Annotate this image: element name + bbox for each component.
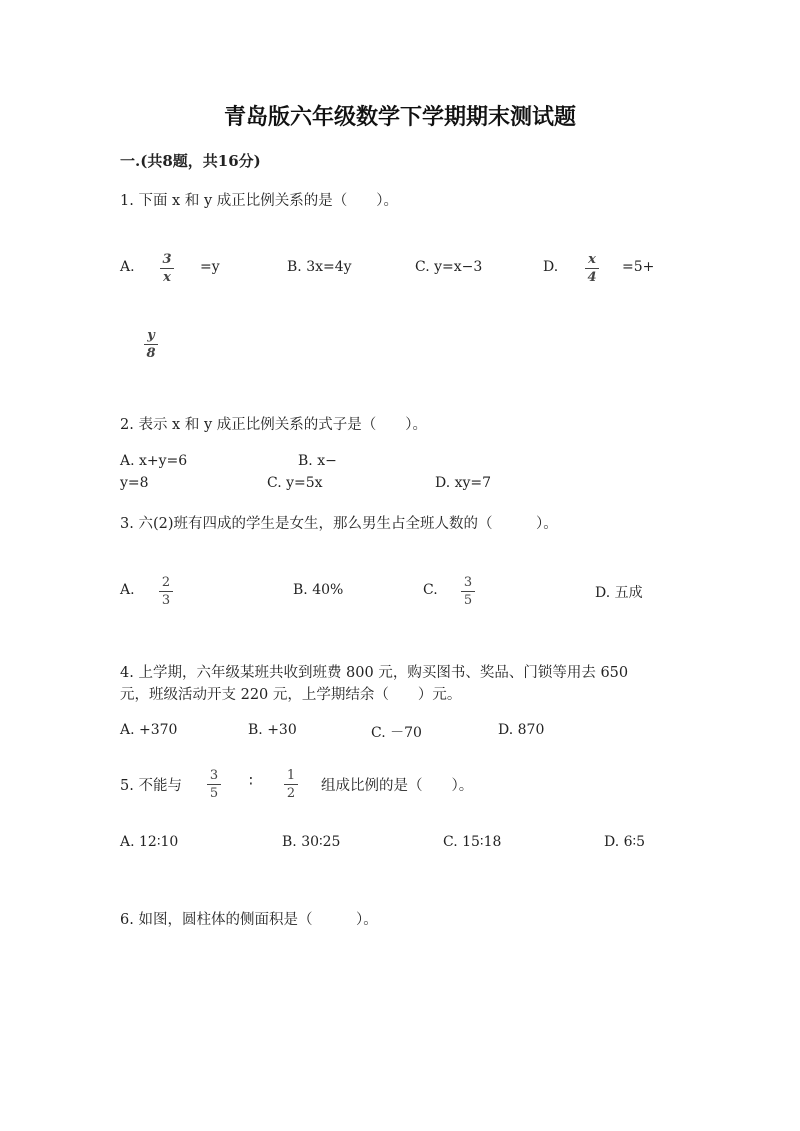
question-4-line-1: 4. 上学期，六年级某班共收到班费 800 元，购买图书、奖品、门锁等用去 650 bbox=[120, 665, 629, 681]
fraction-numerator: 2 bbox=[161, 575, 171, 590]
question-6-text: 6. 如图，圆柱体的侧面积是（ ）。 bbox=[120, 912, 378, 928]
option-c: C. y=x−3 bbox=[415, 259, 483, 275]
option-a: A. 12∶10 bbox=[120, 834, 179, 850]
option-c: C. 15∶18 bbox=[443, 834, 502, 850]
fraction-numerator: y bbox=[147, 328, 155, 343]
fraction-denominator: 4 bbox=[587, 270, 597, 285]
option-c: C. y=5x bbox=[267, 475, 323, 491]
fraction-bar bbox=[159, 591, 173, 592]
option-b: B. x− bbox=[298, 453, 337, 469]
fraction-3-over-5 bbox=[461, 575, 475, 608]
page-title: 青岛版六年级数学下学期期末测试题 bbox=[223, 104, 576, 130]
option-b: B. +30 bbox=[248, 722, 297, 738]
option-b: B. 3x=4y bbox=[287, 259, 352, 275]
option-a-suffix: =y bbox=[200, 259, 220, 275]
fraction-bar bbox=[207, 784, 221, 785]
question-2-text: 2. 表示 x 和 y 成正比例关系的式子是（ ）。 bbox=[120, 417, 427, 433]
fraction-denominator: 5 bbox=[209, 786, 219, 801]
option-c-label: C. bbox=[423, 582, 438, 598]
option-d: D. 五成 bbox=[595, 585, 643, 601]
option-a-label: A. bbox=[120, 582, 135, 598]
fraction-denominator: 3 bbox=[161, 593, 171, 608]
question-5-suffix: 组成比例的是（ ）。 bbox=[321, 778, 474, 794]
fraction-bar bbox=[284, 784, 298, 785]
option-d: D. 6∶5 bbox=[604, 834, 646, 850]
option-a: A. +370 bbox=[120, 722, 178, 738]
fraction-2-over-3 bbox=[159, 575, 173, 608]
option-d: D. xy=7 bbox=[435, 475, 492, 491]
option-a: A. x+y=6 bbox=[120, 453, 188, 469]
fraction-denominator: 2 bbox=[286, 786, 296, 801]
option-a-label: A. bbox=[120, 259, 135, 275]
fraction-y-over-8 bbox=[144, 328, 158, 361]
fraction-numerator: 3 bbox=[162, 252, 172, 267]
fraction-numerator: x bbox=[588, 252, 596, 267]
question-5-prefix: 5. 不能与 bbox=[120, 778, 182, 794]
fraction-numerator: 3 bbox=[463, 575, 473, 590]
fraction-denominator: x bbox=[163, 270, 171, 285]
option-c: C. －70 bbox=[371, 725, 422, 741]
option-d-mid: =5+ bbox=[622, 259, 655, 275]
question-1-text: 1. 下面 x 和 y 成正比例关系的是（ ）。 bbox=[120, 193, 398, 209]
fraction-bar bbox=[585, 268, 599, 269]
fraction-3-over-x bbox=[160, 252, 174, 285]
fraction-bar bbox=[461, 591, 475, 592]
fraction-bar bbox=[160, 268, 174, 269]
ratio-colon: ∶ bbox=[249, 774, 253, 790]
option-b: B. 30∶25 bbox=[282, 834, 341, 850]
fraction-x-over-4 bbox=[585, 252, 599, 285]
option-d-label: D. bbox=[543, 259, 559, 275]
option-b: B. 40% bbox=[293, 582, 344, 598]
fraction-3-over-5 bbox=[207, 768, 221, 801]
option-d: D. 870 bbox=[498, 722, 545, 738]
option-b-continued: y=8 bbox=[120, 475, 149, 491]
question-3-text: 3. 六(2)班有四成的学生是女生，那么男生占全班人数的（ ）。 bbox=[120, 516, 558, 532]
fraction-denominator: 5 bbox=[463, 593, 473, 608]
fraction-bar bbox=[144, 344, 158, 345]
question-4-line-2: 元，班级活动开支 220 元，上学期结余（ ）元。 bbox=[120, 687, 462, 703]
fraction-numerator: 1 bbox=[286, 768, 296, 783]
fraction-numerator: 3 bbox=[209, 768, 219, 783]
fraction-denominator: 8 bbox=[146, 346, 156, 361]
fraction-1-over-2 bbox=[284, 768, 298, 801]
section-header: 一.(共8题，共16分) bbox=[120, 152, 261, 170]
